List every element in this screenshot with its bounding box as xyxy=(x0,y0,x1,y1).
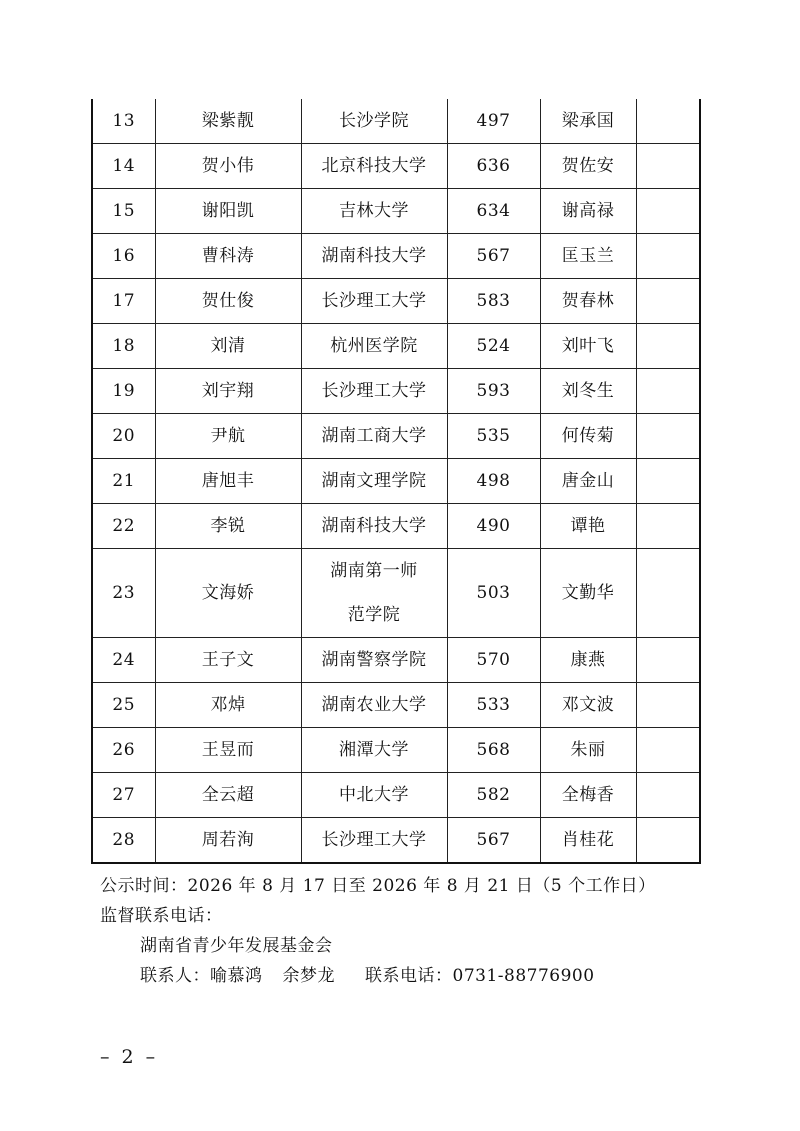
row-number-cell: 24 xyxy=(92,638,155,683)
note-cell xyxy=(636,279,700,324)
student-name-cell: 梁紫靓 xyxy=(155,99,301,144)
school-cell: 北京科技大学 xyxy=(301,144,447,189)
row-number-cell: 14 xyxy=(92,144,155,189)
table-row xyxy=(92,818,700,864)
page-number: – 2 – xyxy=(100,1046,159,1068)
score-cell: 636 xyxy=(447,144,540,189)
table-row xyxy=(92,99,700,144)
note-cell xyxy=(636,144,700,189)
note-cell xyxy=(636,818,700,864)
table-row xyxy=(92,504,700,549)
parent-name-cell: 谭艳 xyxy=(540,504,636,549)
table-row xyxy=(92,324,700,369)
school-cell: 杭州医学院 xyxy=(301,324,447,369)
school-cell: 湖南警察学院 xyxy=(301,638,447,683)
row-number-cell: 16 xyxy=(92,234,155,279)
school-cell: 湖南农业大学 xyxy=(301,683,447,728)
parent-name-cell: 邓文波 xyxy=(540,683,636,728)
row-number-cell: 13 xyxy=(92,99,155,144)
note-cell xyxy=(636,683,700,728)
school-cell: 湖南工商大学 xyxy=(301,414,447,459)
score-cell: 593 xyxy=(447,369,540,414)
school-cell: 长沙理工大学 xyxy=(301,818,447,864)
note-cell xyxy=(636,234,700,279)
parent-name-cell: 梁承国 xyxy=(540,99,636,144)
table-row xyxy=(92,144,700,189)
school-cell: 湖南第一师范学院 xyxy=(301,549,447,638)
note-cell xyxy=(636,189,700,234)
score-cell: 503 xyxy=(447,549,540,638)
note-cell xyxy=(636,324,700,369)
score-cell: 533 xyxy=(447,683,540,728)
table-row xyxy=(92,414,700,459)
organization-name: 湖南省青少年发展基金会 xyxy=(140,936,333,956)
note-cell xyxy=(636,638,700,683)
student-name-cell: 唐旭丰 xyxy=(155,459,301,504)
note-cell xyxy=(636,504,700,549)
row-number-cell: 21 xyxy=(92,459,155,504)
note-cell xyxy=(636,459,700,504)
contact-person-2: 余梦龙 xyxy=(282,966,335,986)
note-cell xyxy=(636,369,700,414)
student-name-cell: 全云超 xyxy=(155,773,301,818)
parent-name-cell: 刘叶飞 xyxy=(540,324,636,369)
student-name-cell: 谢阳凯 xyxy=(155,189,301,234)
school-cell: 长沙理工大学 xyxy=(301,369,447,414)
student-name-cell: 尹航 xyxy=(155,414,301,459)
table-row xyxy=(92,189,700,234)
student-name-cell: 贺仕俊 xyxy=(155,279,301,324)
student-name-cell: 曹科涛 xyxy=(155,234,301,279)
parent-name-cell: 康燕 xyxy=(540,638,636,683)
school-cell: 吉林大学 xyxy=(301,189,447,234)
student-name-cell: 邓焯 xyxy=(155,683,301,728)
table-row xyxy=(92,683,700,728)
score-cell: 490 xyxy=(447,504,540,549)
score-cell: 583 xyxy=(447,279,540,324)
score-cell: 634 xyxy=(447,189,540,234)
school-cell: 中北大学 xyxy=(301,773,447,818)
score-cell: 567 xyxy=(447,234,540,279)
score-cell: 567 xyxy=(447,818,540,864)
parent-name-cell: 朱丽 xyxy=(540,728,636,773)
student-name-cell: 王子文 xyxy=(155,638,301,683)
row-number-cell: 23 xyxy=(92,549,155,638)
school-cell: 长沙理工大学 xyxy=(301,279,447,324)
row-number-cell: 20 xyxy=(92,414,155,459)
row-number-cell: 17 xyxy=(92,279,155,324)
recipients-table xyxy=(91,99,701,864)
student-name-cell: 王昱而 xyxy=(155,728,301,773)
student-name-cell: 刘宇翔 xyxy=(155,369,301,414)
contact-line xyxy=(100,961,656,991)
parent-name-cell: 刘冬生 xyxy=(540,369,636,414)
row-number-cell: 26 xyxy=(92,728,155,773)
notice-block xyxy=(100,871,656,991)
parent-name-cell: 贺春林 xyxy=(540,279,636,324)
table-row xyxy=(92,728,700,773)
row-number-cell: 27 xyxy=(92,773,155,818)
student-name-cell: 李锐 xyxy=(155,504,301,549)
score-cell: 570 xyxy=(447,638,540,683)
parent-name-cell: 唐金山 xyxy=(540,459,636,504)
note-cell xyxy=(636,728,700,773)
school-cell: 湖南科技大学 xyxy=(301,504,447,549)
note-cell xyxy=(636,99,700,144)
contact-phone: 联系电话：0731-88776900 xyxy=(365,966,595,986)
table-row xyxy=(92,369,700,414)
table-row xyxy=(92,459,700,504)
note-cell xyxy=(636,773,700,818)
table-row xyxy=(92,638,700,683)
table-row xyxy=(92,773,700,818)
note-cell xyxy=(636,549,700,638)
contact-person-1: 联系人：喻慕鸿 xyxy=(140,966,263,986)
row-number-cell: 18 xyxy=(92,324,155,369)
score-cell: 535 xyxy=(447,414,540,459)
parent-name-cell: 文勤华 xyxy=(540,549,636,638)
school-cell: 湘潭大学 xyxy=(301,728,447,773)
school-cell: 长沙学院 xyxy=(301,99,447,144)
note-cell xyxy=(636,414,700,459)
school-cell: 湖南科技大学 xyxy=(301,234,447,279)
notice-period: 公示时间：2026 年 8 月 17 日至 2026 年 8 月 21 日（5 个工作日） xyxy=(100,876,656,896)
table-row xyxy=(92,549,700,638)
student-name-cell: 贺小伟 xyxy=(155,144,301,189)
student-name-cell: 周若洵 xyxy=(155,818,301,864)
parent-name-cell: 肖桂花 xyxy=(540,818,636,864)
student-name-cell: 文海娇 xyxy=(155,549,301,638)
row-number-cell: 28 xyxy=(92,818,155,864)
score-cell: 498 xyxy=(447,459,540,504)
table-row xyxy=(92,234,700,279)
parent-name-cell: 匡玉兰 xyxy=(540,234,636,279)
parent-name-cell: 全梅香 xyxy=(540,773,636,818)
row-number-cell: 25 xyxy=(92,683,155,728)
school-cell: 湖南文理学院 xyxy=(301,459,447,504)
row-number-cell: 19 xyxy=(92,369,155,414)
row-number-cell: 15 xyxy=(92,189,155,234)
supervision-label: 监督联系电话： xyxy=(100,906,223,926)
row-number-cell: 22 xyxy=(92,504,155,549)
parent-name-cell: 贺佐安 xyxy=(540,144,636,189)
parent-name-cell: 何传菊 xyxy=(540,414,636,459)
score-cell: 568 xyxy=(447,728,540,773)
score-cell: 497 xyxy=(447,99,540,144)
student-name-cell: 刘清 xyxy=(155,324,301,369)
table-row xyxy=(92,279,700,324)
score-cell: 524 xyxy=(447,324,540,369)
parent-name-cell: 谢高禄 xyxy=(540,189,636,234)
score-cell: 582 xyxy=(447,773,540,818)
